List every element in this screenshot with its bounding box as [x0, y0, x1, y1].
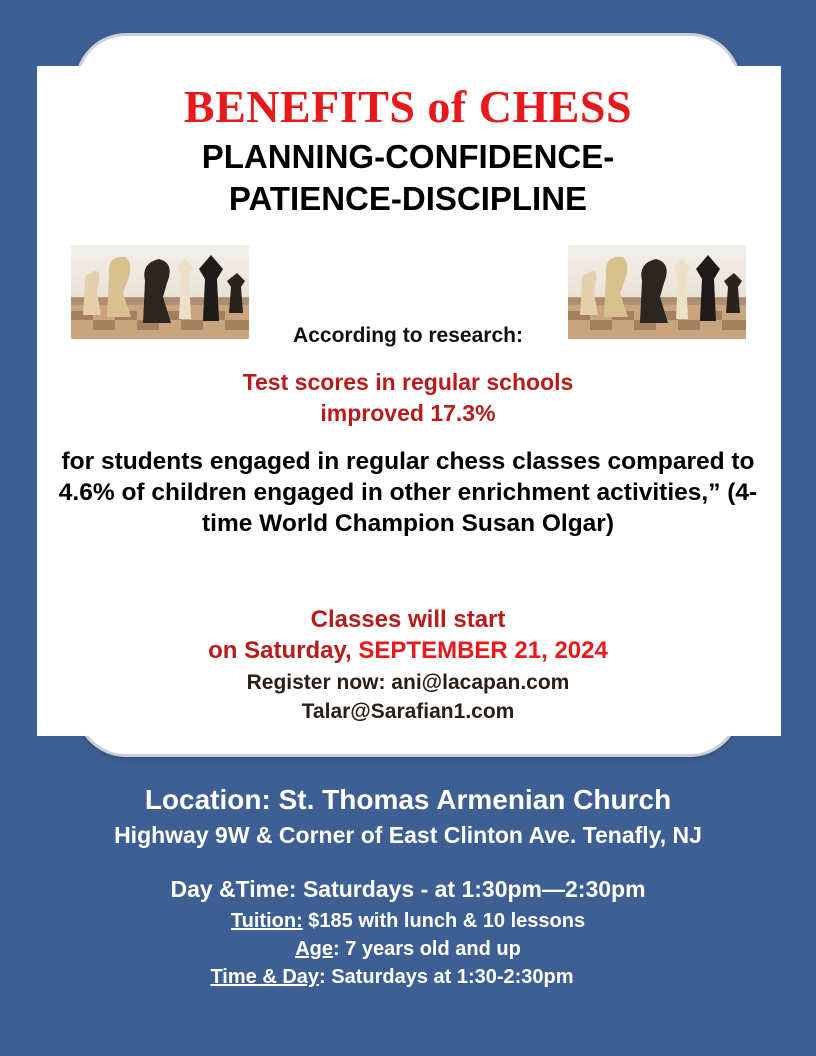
- location-line: Location: St. Thomas Armenian Church: [144, 784, 672, 815]
- flyer-title: BENEFITS of CHESS: [183, 81, 633, 132]
- age-label: Age: [295, 938, 333, 960]
- age-value: : 7 years old and up: [332, 938, 521, 960]
- highlight-line-2: improved 17.3%: [320, 400, 496, 426]
- register-email-2: Talar@Sarafian1.com: [301, 700, 515, 723]
- tuition-label: Tuition:: [230, 910, 303, 932]
- subtitle-line-2: PATIENCE-DISCIPLINE: [228, 180, 588, 217]
- tuition-value: $185 with lunch & 10 lessons: [302, 910, 586, 932]
- time-day-value: : Saturdays at 1:30-2:30pm: [319, 966, 574, 988]
- date-highlight: SEPTEMBER 21, 2024: [358, 637, 608, 664]
- tuition-line: [0, 910, 816, 933]
- date-prefix: on Saturday,: [208, 637, 359, 664]
- start-date-line: [0, 637, 816, 665]
- address-line: Highway 9W & Corner of East Clinton Ave. Tenafly, NJ: [114, 822, 702, 848]
- day-time-line: Day &Time: Saturdays - at 1:30pm—2:30pm: [170, 876, 646, 902]
- time-day-label: Time & Day: [210, 966, 320, 988]
- classes-start-line: Classes will start: [310, 606, 506, 633]
- research-intro: According to research:: [293, 324, 523, 347]
- subtitle-line-1: PLANNING-CONFIDENCE-: [201, 138, 615, 175]
- age-line: [0, 938, 816, 961]
- highlight-line-1: Test scores in regular schools: [242, 369, 574, 395]
- time-day-line: [0, 966, 800, 989]
- register-line: Register now: ani@lacapan.com: [246, 671, 570, 694]
- research-body-text: for students engaged in regular chess classes compared to 4.6% of children engaged in other enrichment activities,” (4-time World Champion Susan Olgar): [58, 448, 758, 537]
